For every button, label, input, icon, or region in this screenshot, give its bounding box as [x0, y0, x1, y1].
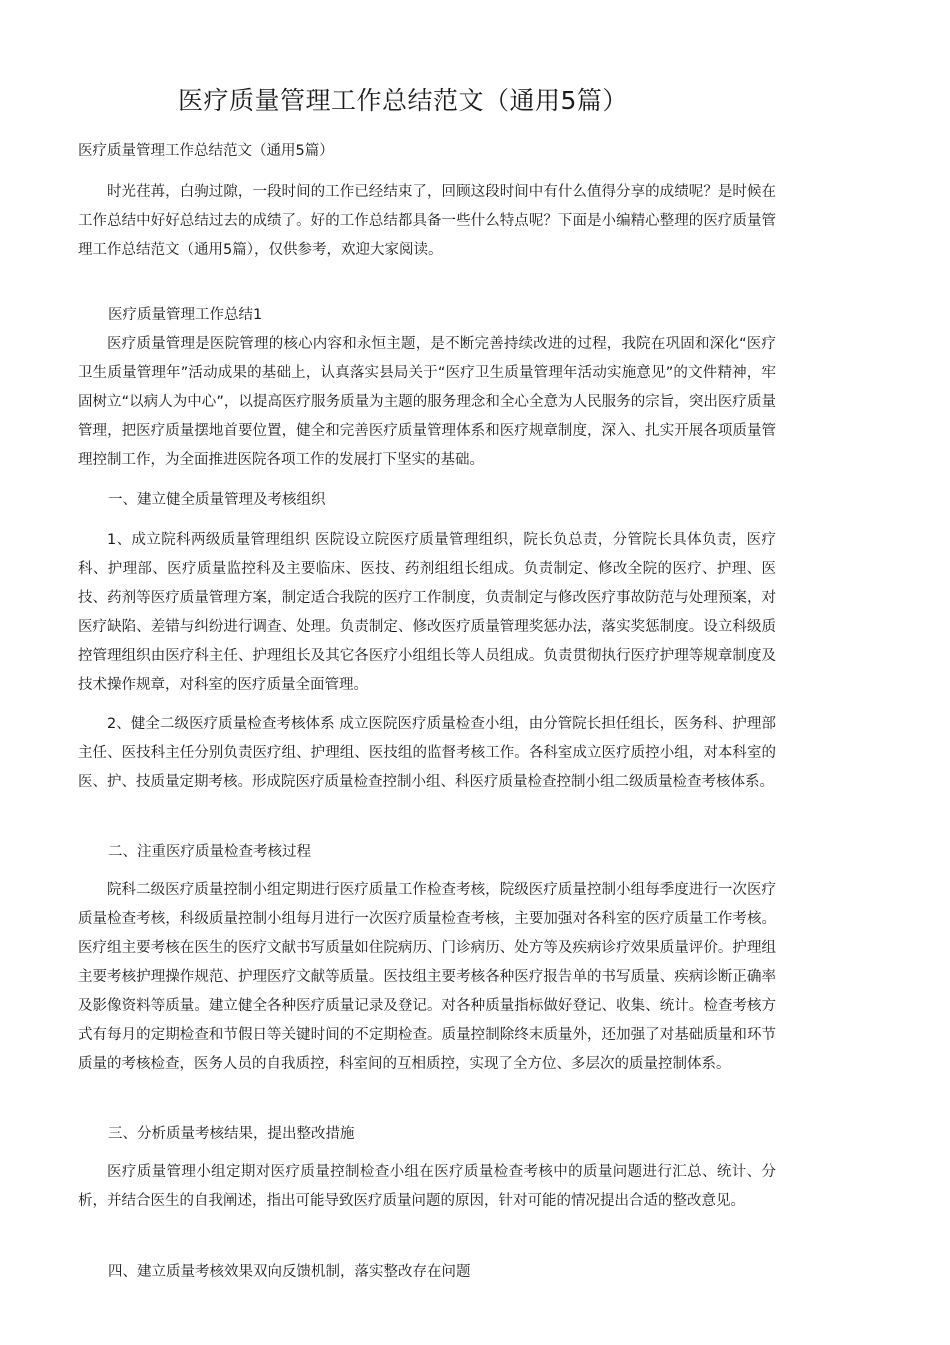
section-heading-2: 二、注重医疗质量检查考核过程: [108, 844, 311, 860]
section-heading-1: 一、建立健全质量管理及考核组织: [108, 492, 326, 508]
section-heading-3: 三、分析质量考核结果，提出整改措施: [108, 1126, 355, 1142]
section3-paragraph: 医疗质量管理小组定期对医疗质量控制检查小组在医疗质量检查考核中的质量问题进行汇总、统计、分析，并结合医生的自我阐述，指出可能导致医疗质量问题的原因，针对可能的情况提出合适的整改意见。: [78, 1164, 776, 1209]
section-heading-4: 四、建立质量考核效果双向反馈机制，落实整改存在问题: [108, 1264, 471, 1280]
section1-paragraph-2: 2、健全二级医疗质量检查考核体系 成立医院医疗质量检查小组，由分管院长担任组长，医务科、护理部主任、医技科主任分别负责医疗组、护理组、医技组的监督考核工作。各科室成立医疗质控小组，对本科室的医、护、技质量定期考核。形成院医疗质量检查控制小组、科医疗质量检查控制小组二级质量检查考核体系。: [78, 716, 776, 790]
document-subtitle: 医疗质量管理工作总结范文（通用5篇）: [78, 143, 334, 159]
summary-heading: 医疗质量管理工作总结1: [108, 307, 263, 323]
section2-paragraph: 院科二级医疗质量控制小组定期进行医疗质量工作检查考核，院级医疗质量控制小组每季度进行一次医疗质量检查考核，科级质量控制小组每月进行一次医疗质量检查考核，主要加强对各科室的医疗质量工作考核。医疗组主要考核在医生的医疗文献书写质量如住院病历、门诊病历、处方等及疾病诊疗效果质量评价。护理组主要考核护理操作规范、护理医疗文献等质量。医技组主要考核各种医疗报告单的书写质量、疾病诊断正确率及影像资料等质量。建立健全各种医疗质量记录及登记。对各种质量指标做好登记、收集、统计。检查考核方式有每月的定期检查和节假日等关键时间的不定期检查。质量控制除终末质量外，还加强了对基础质量和环节质量的考核检查，医务人员的自我质控，科室间的互相质控，实现了全方位、多层次的质量控制体系。: [78, 882, 776, 1072]
section1-paragraph-1: 1、成立院科两级质量管理组织 医院设立院医疗质量管理组织，院长负总责，分管院长具体负责，医疗科、护理部、医疗质量监控科及主要临床、医技、药剂组组长组成。负责制定、修改全院的医疗、护理、医技、药剂等医疗质量管理方案，制定适合我院的医疗工作制度，负责制定与修改医疗事故防范与处理预案，对医疗缺陷、差错与纠纷进行调查、处理。负责制定、修改医疗质量管理奖惩办法，落实奖惩制度。设立科级质控管理组织由医疗科主任、护理组长及其它各医疗小组组长等人员组成。负责贯彻执行医疗护理等规章制度及技术操作规章，对科室的医疗质量全面管理。: [78, 532, 776, 693]
intro-paragraph: 时光荏苒，白驹过隙，一段时间的工作已经结束了，回顾这段时间中有什么值得分享的成绩呢？是时候在工作总结中好好总结过去的成绩了。好的工作总结都具备一些什么特点呢？下面是小编精心整理的医疗质量管理工作总结范文（通用5篇），仅供参考，欢迎大家阅读。: [78, 184, 776, 258]
summary-paragraph: 医疗质量管理是医院管理的核心内容和永恒主题，是不断完善持续改进的过程，我院在巩固和深化“医疗卫生质量管理年”活动成果的基础上，认真落实县局关于“医疗卫生质量管理年活动实施意见”的文件精神，牢固树立“以病人为中心”，以提高医疗服务质量为主题的服务理念和全心全意为人民服务的宗旨，突出医疗质量管理，把医疗质量摆地首要位置，健全和完善医疗质量管理体系和医疗规章制度，深入、扎实开展各项质量管理控制工作，为全面推进医院各项工作的发展打下坚实的基础。: [78, 336, 776, 468]
document-title: 医疗质量管理工作总结范文（通用5篇）: [178, 86, 628, 115]
